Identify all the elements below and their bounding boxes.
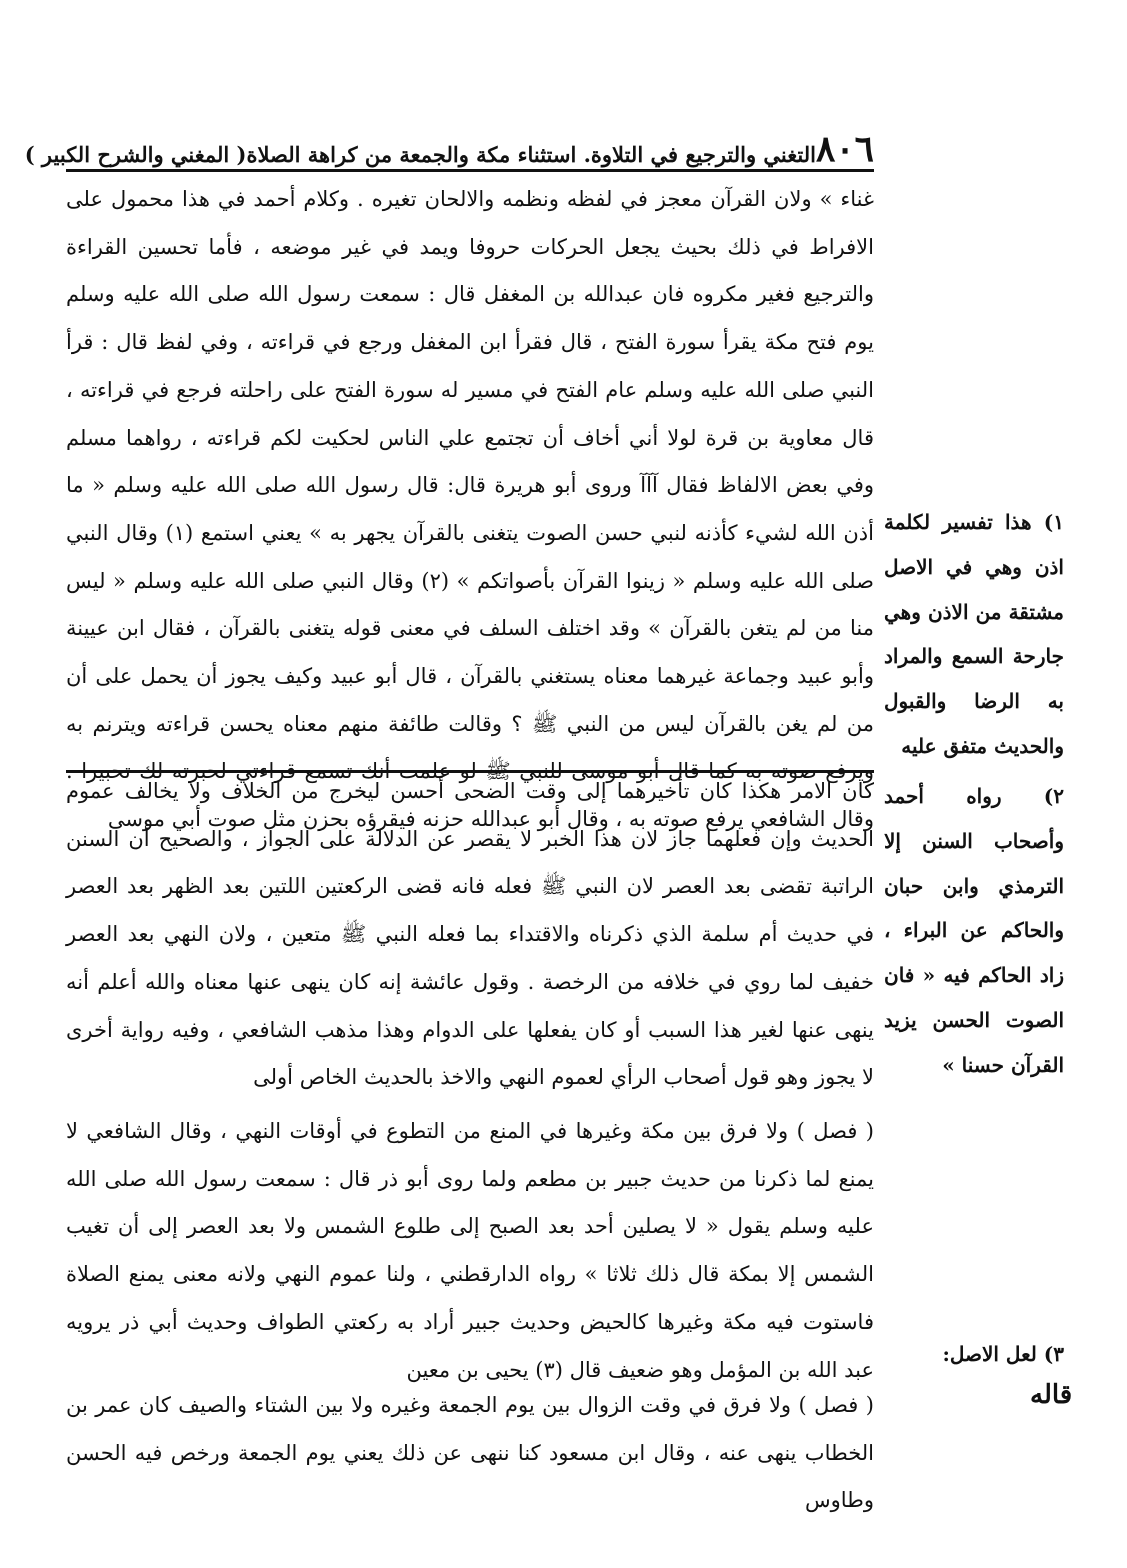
fasl-1-paragraph: ( فصل ) ولا فرق بين مكة وغيرها في المنع من التطوع في أوقات النهي ، وقال الشافعي لا يمنع لما ذكرنا من حديث جبير بن مطعم ولما روى أبو ذر قال : سمعت رسول الله صلى الله عليه وسلم يقول « لا يصلين أحد بعد الصبح إلى طلوع الشمس ولا بعد العصر إلى أن تغيب الشمس إلا بمكة قال ذلك ثلاثا » رواه الدارقطني ، ولنا عموم النهي ولانه معنى يمنع الصلاة فاستوت فيه مكة وغيرها كالحيض وحديث جبير أراد به ركعتي الطواف وحديث أبي ذر يرويه عبد الله بن المؤمل وهو ضعيف قال (٣) يحيى بن معين [66,1119,874,1382]
upper-paragraph: غناء » ولان القرآن معجز في لفظه ونظمه والالحان تغيره . وكلام أحمد في هذا محمول على الافراط في ذلك بحيث يجعل الحركات حروفا ويمد في غير موضعه ، فأما تحسين القراءة والترجيع فغير مكروه فان عبدالله بن المغفل قال : سمعت رسول الله صلى الله عليه وسلم يوم فتح مكة يقرأ سورة الفتح ، قال فقرأ ابن المغفل ورجع في قراءته ، وفي لفظ قال : قرأ النبي صلى الله عليه وسلم عام الفتح في مسير له سورة الفتح على راحلته فرجع في قراءته ، قال معاوية بن قرة لولا أني أخاف أن تجتمع علي الناس لحكيت لكم قراءته ، رواهما مسلم وفي بعض الالفاظ فقال آآآ وروى أبو هريرة قال: قال رسول الله صلى الله عليه وسلم « ما أذن الله لشيء كأذنه لنبي حسن الصوت يتغنى بالقرآن يجهر به » يعني استمع (١) وقال النبي صلى الله عليه وسلم « زينوا القرآن بأصواتكم » (٢) وقال النبي صلى الله عليه وسلم « ليس منا من لم يتغن بالقرآن » وقد اختلف السلف في معنى قوله يتغنى بالقرآن ، فقال ابن عيينة وأبو عبيد وجماعة غيرهما معناه يستغني بالقرآن ، قال أبو عبيد وكيف يجوز أن يحمل على أن من لم يغن بالقرآن ليس من النبي ﷺ ؟ وقالت طائفة منهم معناه يحسن قراءته ويترنم به ويرفع صوته به كما قال أبو موسى للنبي ﷺ لو علمت أنك تسمع قراءتي لحبرته لك تحبيرا . وقال الشافعي يرفع صوته به ، وقال أبو عبدالله حزنه فيقرؤه بحزن مثل صوت أبي موسى [66,187,875,832]
corner-mark: قاله [1030,1380,1073,1410]
page-header [24,112,874,172]
margin-note-1-text: ١) هذا تفسير لكلمة اذن وهي في الاصل مشتقة من الاذن وهي جارحة السمع والمراد به الرضا والقبول والحديث متفق عليه [884,510,1064,758]
margin-note-3 [884,1332,1064,1377]
page-number: ٨٠٦ [815,128,874,170]
fasl-section-2 [66,1382,874,1513]
running-title: التغني والترجيع في التلاوة. استثناء مكة والجمعة من كراهة الصلاة [246,142,816,167]
lower-paragraph: كان الامر هكذا كان تأخيرهما إلى وقت الضحى أحسن ليخرج من الخلاف ولا يخالف عموم الحديث وإن فعلهما جاز لان هذا الخبر لا يقصر عن الدلالة على الجواز ، والصحيح أن السنن الراتبة تقضى بعد العصر لان النبي ﷺ فعله فانه قضى الركعتين اللتين بعد الظهر بعد العصر في حديث أم سلمة الذي ذكرناه والاقتداء بما فعله النبي ﷺ متعين ، ولان النهي بعد العصر خفيف لما روي في خلافه من الرخصة . وقول عائشة إنه كان ينهى عنها معناه والله أعلم أنه ينهى عنها لغير هذا السبب أو كان يفعلها على الدوام وهذا مذهب الشافعي ، وفيه رواية أخرى لا يجوز وهو قول أصحاب الرأي لعموم النهي والاخذ بالحديث الخاص أولى [66,779,874,1090]
margin-note-2 [884,774,1064,1088]
upper-text-block [66,176,875,832]
margin-note-3-text: ٣) لعل الاصل: [942,1342,1064,1366]
lower-text-block [66,768,874,1098]
fasl-2-paragraph: ( فصل ) ولا فرق في وقت الزوال بين يوم الجمعة وغيره ولا بين الشتاء والصيف كان عمر بن الخطاب ينهى عنه ، وقال ابن مسعود كنا ننهى عن ذلك يعني يوم الجمعة ورخص فيه الحسن وطاوس [66,1393,874,1513]
margin-note-2-text: ٢) رواه أحمد وأصحاب السنن إلا الترمذي وابن حبان والحاكم عن البراء ، زاد الحاكم فيه « فان الصوت الحسن يزيد القرآن حسنا » [884,784,1064,1077]
book-title: ( المغني والشرح الكبير ) [24,142,247,167]
margin-note-1 [884,500,1064,769]
fasl-section-1 [66,1108,874,1382]
